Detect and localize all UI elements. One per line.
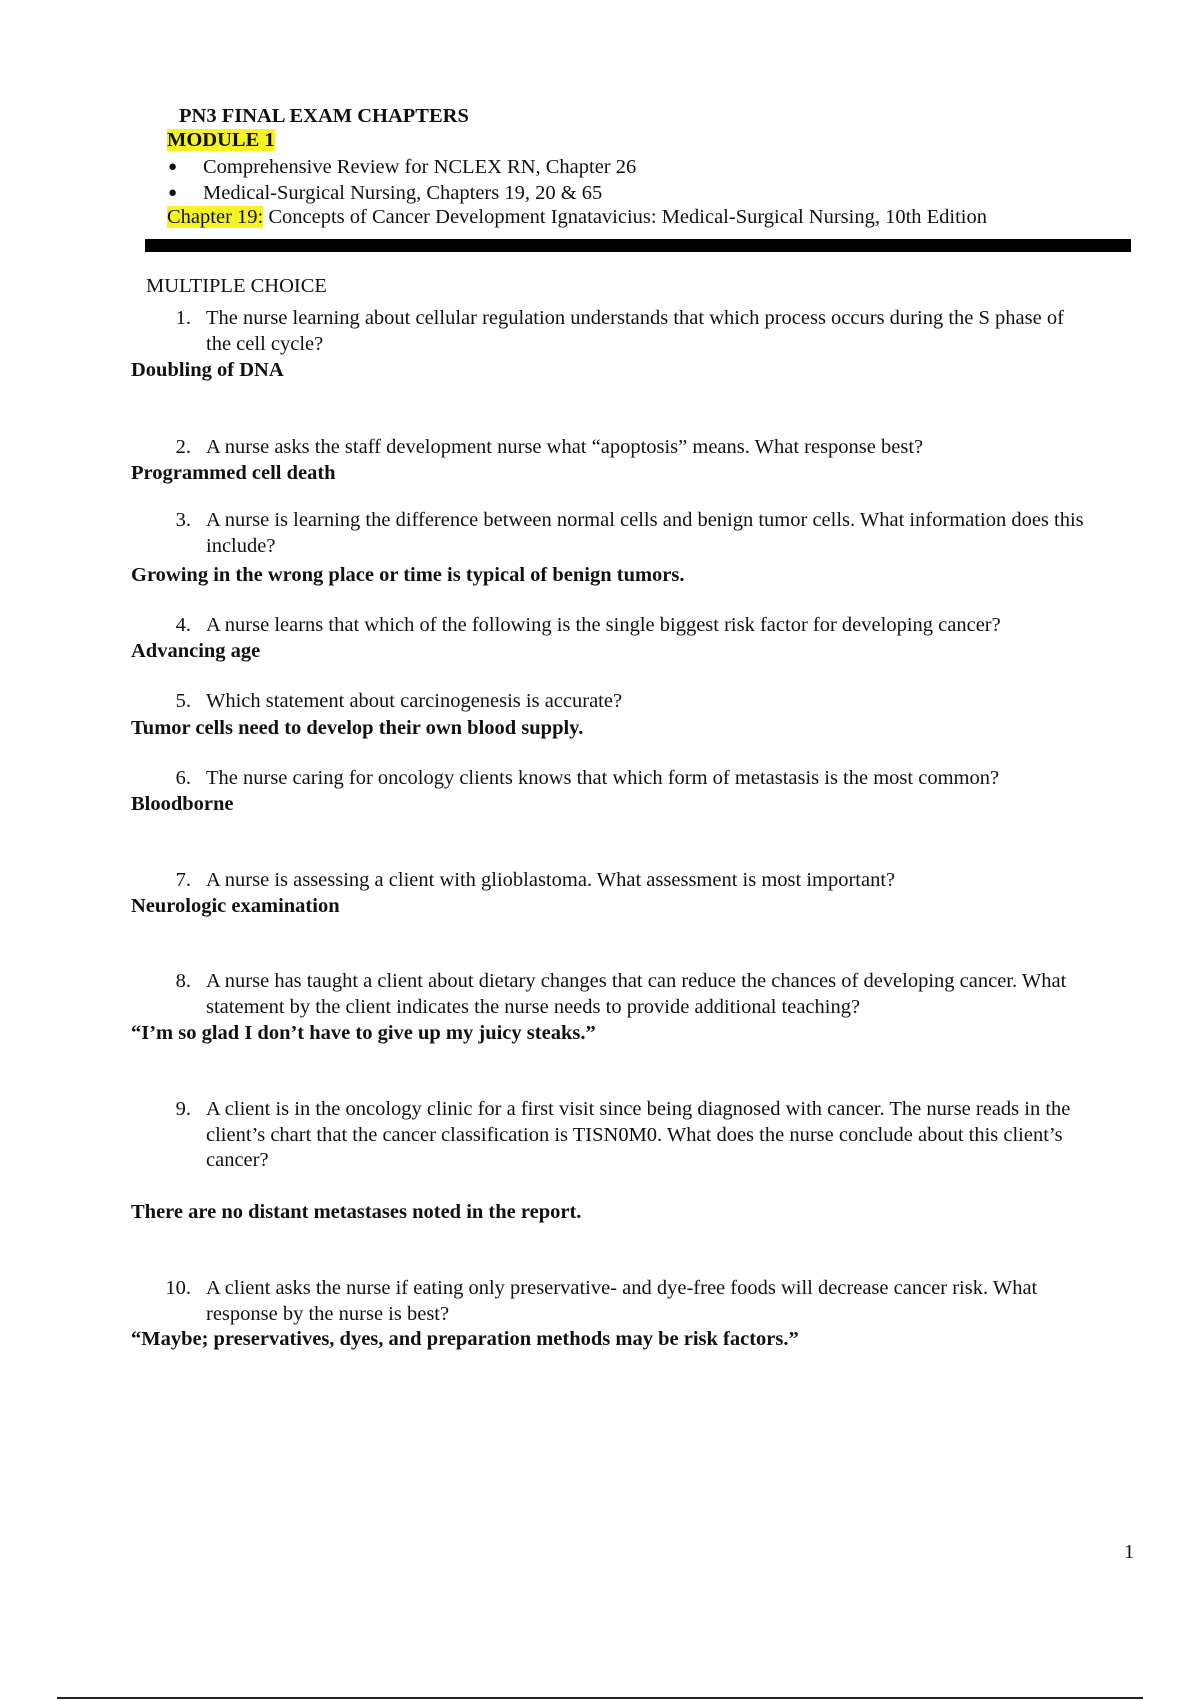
question-number: 3. — [175, 509, 191, 531]
reference-item-1: Comprehensive Review for NCLEX RN, Chapter 26 — [203, 156, 637, 178]
footer-rule — [57, 1697, 1143, 1699]
question-text: A client is in the oncology clinic for a first visit since being diagnosed with cancer. The nurse reads in the client’s chart that the cancer classification is TISN0M0. What does the nurse conclude about this client’s cancer? — [206, 1098, 1071, 1171]
module-label-highlight: MODULE 1 — [167, 129, 275, 151]
answer-text: Advancing age — [131, 640, 261, 662]
question-number: 8. — [175, 970, 191, 992]
section-divider — [145, 239, 1131, 252]
question-text: The nurse learning about cellular regulation understands that which process occurs during the S phase of the cell cycle? — [206, 307, 1064, 355]
document-title: PN3 FINAL EXAM CHAPTERS — [179, 105, 469, 127]
module-label — [167, 128, 275, 152]
chapter-title: Concepts of Cancer Development Ignatavicius: Medical-Surgical Nursing, 10th Edition — [263, 206, 988, 228]
page-number: 1 — [1124, 1541, 1135, 1563]
question-number: 10. — [165, 1277, 191, 1299]
answer-text: Neurologic examination — [131, 895, 340, 917]
answer-text: There are no distant metastases noted in the report. — [131, 1201, 582, 1223]
answer-text: Tumor cells need to develop their own blood supply. — [131, 717, 584, 739]
answer-text: Bloodborne — [131, 793, 234, 815]
question-text: A nurse is learning the difference between normal cells and benign tumor cells. What information does this include? — [206, 509, 1084, 557]
section-title: MULTIPLE CHOICE — [146, 275, 327, 297]
question-text: Which statement about carcinogenesis is accurate? — [206, 690, 623, 712]
question-number: 7. — [175, 869, 191, 891]
question-text: A client asks the nurse if eating only preservative- and dye-free foods will decrease cancer risk. What response by the nurse is best? — [206, 1277, 1038, 1325]
answer-text: Growing in the wrong place or time is typical of benign tumors. — [131, 564, 685, 586]
answer-text: Doubling of DNA — [131, 359, 284, 381]
question-number: 4. — [175, 614, 191, 636]
chapter-heading — [167, 205, 987, 229]
question-number: 1. — [175, 307, 191, 329]
question-text: A nurse is assessing a client with glioblastoma. What assessment is most important? — [206, 869, 896, 891]
question-text: A nurse has taught a client about dietary changes that can reduce the chances of developing cancer. What statement by the client indicates the nurse needs to provide additional teaching? — [206, 970, 1067, 1018]
answer-text: “Maybe; preservatives, dyes, and preparation methods may be risk factors.” — [131, 1328, 799, 1350]
question-number: 6. — [175, 767, 191, 789]
question-text: A nurse learns that which of the following is the single biggest risk factor for developing cancer? — [206, 614, 1001, 636]
question-number: 5. — [175, 690, 191, 712]
question-text: A nurse asks the staff development nurse what “apoptosis” means. What response best? — [206, 436, 924, 458]
reference-item-2: Medical-Surgical Nursing, Chapters 19, 20 & 65 — [203, 182, 603, 204]
question-number: 2. — [175, 436, 191, 458]
chapter-label: Chapter 19: — [167, 206, 264, 228]
question-text: The nurse caring for oncology clients knows that which form of metastasis is the most common? — [206, 767, 1000, 789]
bullet-dot-icon: ● — [168, 159, 178, 175]
answer-text: Programmed cell death — [131, 462, 336, 484]
answer-text: “I’m so glad I don’t have to give up my juicy steaks.” — [131, 1022, 596, 1044]
bullet-dot-icon: ● — [168, 185, 178, 201]
question-number: 9. — [175, 1098, 191, 1120]
